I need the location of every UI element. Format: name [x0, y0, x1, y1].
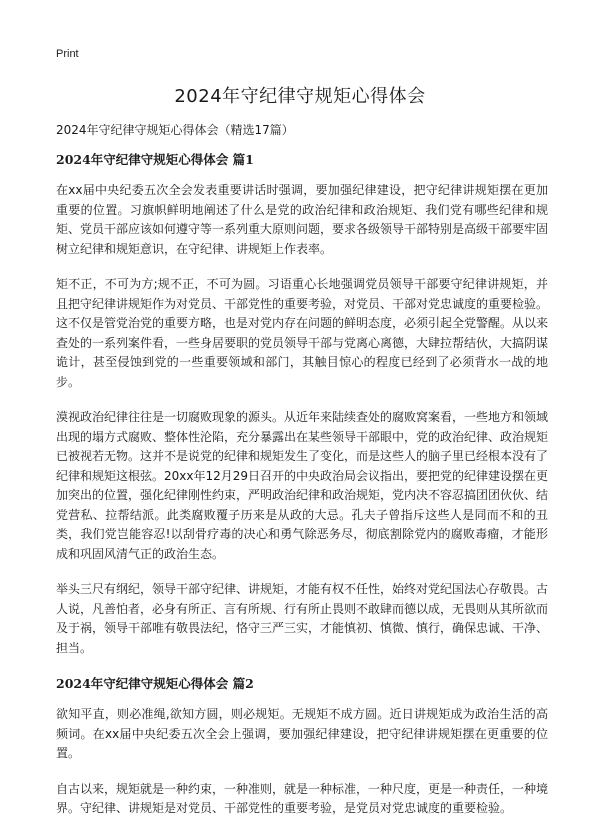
paragraph: 举头三尺有纲纪，领导干部守纪律、讲规矩，才能有权不任性，始终对党纪国法心存敬畏。古人说，凡善怕者，必身有所正、言有所规、行有所止畏则不敢肆而德以成，无畏则从其所欲而及于祸，领导干部唯有敬畏法纪，恪守三严三实，才能慎初、慎微、慎行，确保忠诚、干净、担当。 — [56, 582, 549, 655]
paragraph: 欲知平直，则必准绳,欲知方圆，则必规矩。无规矩不成方圆。近日讲规矩成为政治生活的高频词。在xx届中央纪委五次全会上强调，要加强纪律建设，把守纪律讲规矩摆在更重要的位置。 — [56, 707, 548, 760]
document-title: 2024年守纪律守规矩心得体会 — [174, 86, 426, 107]
paragraph: 自古以来，规矩就是一种约束，一种准则，就是一种标准，一种尺度，更是一种责任，一种境界。守纪律、讲规矩是对党员、干部党性的重要考验，是党员对党忠诚度的重要检验。 — [56, 781, 549, 815]
section-heading: 2024年守纪律守规矩心得体会 篇1 — [56, 152, 254, 167]
document-subtitle: 2024年守纪律守规矩心得体会（精选17篇） — [56, 123, 294, 137]
paragraph: 在xx届中央纪委五次全会发表重要讲话时强调，要加强纪律建设，把守纪律讲规矩摆在更加重要的位置。习旗帜鲜明地阐述了什么是党的政治纪律和政治规矩、我们党有哪些纪律和规矩、党员干部应该如何遵守等一系列重大原则问题，要求各级领导干部特别是高级干部要牢固树立纪律和规矩意识，在守纪律、讲规矩上作表率。 — [56, 183, 549, 256]
document-body — [56, 121, 548, 835]
paragraph: 漠视政治纪律往往是一切腐败现象的源头。从近年来陆续查处的腐败窝案看，一些地方和领域出现的塌方式腐败、整体性沦陷，充分暴露出在某些领导干部眼中，党的政治纪律、政治规矩已被视若无物。这并不是说党的纪律和规矩发生了变化，而是这些人的脑子里已经根本没有了纪律和规矩这根弦。20xx年12月29日召开的中央政治局会议指出，要把党的纪律建设摆在更加突出的位置，强化纪律刚性约束，严明政治纪律和政治规矩，党内决不容忍搞团团伙伙、结党营私、拉帮结派。此类腐败覆子历来是从政的大忌。孔夫子曾指斥这些人是同而不和的丑类，我们党岂能容忍!以刮骨疗毒的决心和勇气除恶务尽，彻底割除党内的腐败毒瘤，才能形成和巩固风清气正的政治生态。 — [56, 410, 549, 561]
section-heading: 2024年守纪律守规矩心得体会 篇2 — [56, 676, 254, 691]
print-link[interactable]: Print — [56, 48, 79, 60]
paragraph: 矩不正，不可为方;规不正，不可为圆。习语重心长地强调党员领导干部要守纪律讲规矩，并且把守纪律讲规矩作为对党员、干部党性的重要考验，对党员、干部对党忠诚度的重要检验。这不仅是管党治党的重要方略，也是对党内存在问题的鲜明态度，必须引起全党警醒。从以来查处的一系列案件看，一些身居要职的党员领导干部与党离心离德，大肆拉帮结伙，大搞阴谋诡计，甚至侵蚀到党的一些重要领域和部门，其触目惊心的程度已经到了必须背水一战的地步。 — [56, 277, 549, 389]
